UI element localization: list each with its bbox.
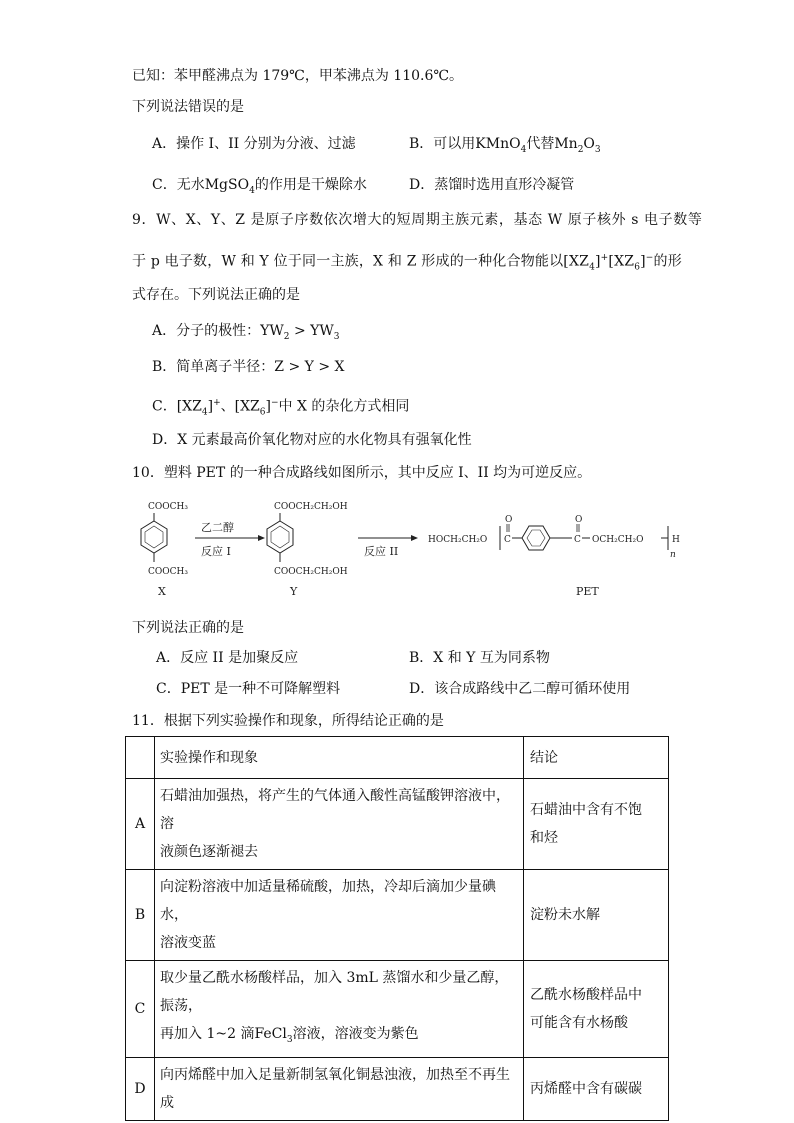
q8-option-b: B．可以用KMnO$_4$代替$Mn_2O_3$	[409, 136, 601, 155]
q9-stem-line1: 9．W、X、Y、Z 是原子序数依次增大的短周期主族元素，基态 W 原子核外 s 电子数等	[132, 212, 703, 228]
pet-end-group: HOCH₂CH₂O	[428, 535, 488, 545]
y-label: Y	[290, 585, 298, 598]
x-top-group: COOCH₃	[148, 502, 188, 512]
arrow2-reaction-label: 反应 II	[364, 545, 399, 558]
pet-carbon1: C	[504, 535, 511, 545]
q10-option-b: B．X 和 Y 互为同系物	[409, 650, 550, 666]
q10-option-a: A．反应 II 是加聚反应	[156, 650, 299, 666]
table-header-operation: 实验操作和现象	[155, 737, 524, 779]
row-label: C	[126, 961, 155, 1058]
pet-carbonyl-o2: O	[575, 515, 583, 525]
x-bottom-group: COOCH₃	[148, 567, 188, 577]
table-row	[126, 961, 669, 1058]
q9-stem-line2: 于 p 电子数，W 和 Y 位于同一主族，X 和 Z 形成的一种化合物能以$[XZ_4]^+[XZ_6]^-$的形	[132, 253, 682, 273]
q10-option-c: C．PET 是一种不可降解塑料	[156, 681, 341, 697]
known-boiling-points: 已知：苯甲醛沸点为 179℃，甲苯沸点为 110.6℃。	[132, 68, 464, 84]
row-conclusion: 淀粉未水解	[524, 870, 669, 961]
pet-label: PET	[576, 585, 599, 598]
table-row	[126, 779, 669, 870]
row-conclusion: 丙烯醛中含有碳碳	[524, 1057, 669, 1120]
arrow1-reaction-label: 反应 I	[201, 545, 231, 558]
row-label: A	[126, 779, 155, 870]
q11-stem: 11．根据下列实验操作和现象，所得结论正确的是	[132, 713, 444, 729]
x-label: X	[158, 585, 166, 598]
q8-option-d: D．蒸馏时选用直形冷凝管	[409, 177, 575, 193]
table-header-blank	[126, 737, 155, 779]
table-header-row	[126, 737, 669, 779]
y-bottom-group: COOCH₂CH₂OH	[274, 567, 348, 577]
y-top-group: COOCH₂CH₂OH	[274, 502, 348, 512]
table-row	[126, 870, 669, 961]
pet-repeat-linker: OCH₂CH₂O	[592, 535, 644, 545]
row-operation: 向淀粉溶液中加适量稀硫酸，加热，冷却后滴加少量碘水， 溶液变蓝	[155, 870, 524, 961]
arrow1-head	[258, 535, 265, 541]
pet-subscript-n: n	[670, 550, 676, 560]
arrow2-head	[411, 535, 418, 541]
pet-end-h: H	[672, 535, 680, 545]
synthesis-scheme	[128, 495, 688, 607]
row-conclusion: 乙酰水杨酸样品中 可能含有水杨酸	[524, 961, 669, 1058]
pet-carbonyl-o1: O	[505, 515, 513, 525]
q8-option-a: A．操作 I、II 分别为分液、过滤	[152, 136, 356, 152]
arrow1-reagent: 乙二醇	[201, 521, 234, 534]
q9-option-d: D．X 元素最高价氧化物对应的水化物具有强氧化性	[152, 432, 472, 448]
row-label: D	[126, 1057, 155, 1120]
row-operation: 石蜡油加强热，将产生的气体通入酸性高锰酸钾溶液中，溶 液颜色逐渐褪去	[155, 779, 524, 870]
pet-carbon2: C	[574, 535, 581, 545]
row-operation: 向丙烯醛中加入足量新制氢氧化铜悬浊液，加热至不再生成	[155, 1057, 524, 1120]
q8-option-c: C．无水MgSO$_4$的作用是干燥除水	[152, 177, 367, 196]
table-row	[126, 1057, 669, 1120]
q9-option-b: B．简单离子半径：Z > Y > X	[152, 359, 345, 375]
q10-stem: 10．塑料 PET 的一种合成路线如图所示，其中反应 I、II 均为可逆反应。	[132, 465, 592, 481]
row-label: B	[126, 870, 155, 961]
experiment-table	[125, 736, 669, 1121]
q10-ask: 下列说法正确的是	[132, 620, 244, 636]
q10-option-d: D．该合成路线中乙二醇可循环使用	[409, 681, 631, 697]
pet-benzene-ring	[522, 526, 550, 550]
q9-option-a: A．分子的极性：$YW_2 > YW_3$	[152, 323, 340, 342]
q9-stem-line3: 式存在。下列说法正确的是	[132, 287, 300, 303]
q8-stem: 下列说法错误的是	[132, 99, 244, 115]
row-operation: 取少量乙酰水杨酸样品，加入 3mL 蒸馏水和少量乙醇，振荡， 再加入 1~2 滴FeCl$_3$溶液，溶液变为紫色	[155, 961, 524, 1058]
row-conclusion: 石蜡油中含有不饱 和烃	[524, 779, 669, 870]
q9-option-c: C．$[XZ_4]^+$、$[XZ_6]^-$中 X 的杂化方式相同	[152, 398, 410, 418]
table-header-conclusion: 结论	[524, 737, 669, 779]
